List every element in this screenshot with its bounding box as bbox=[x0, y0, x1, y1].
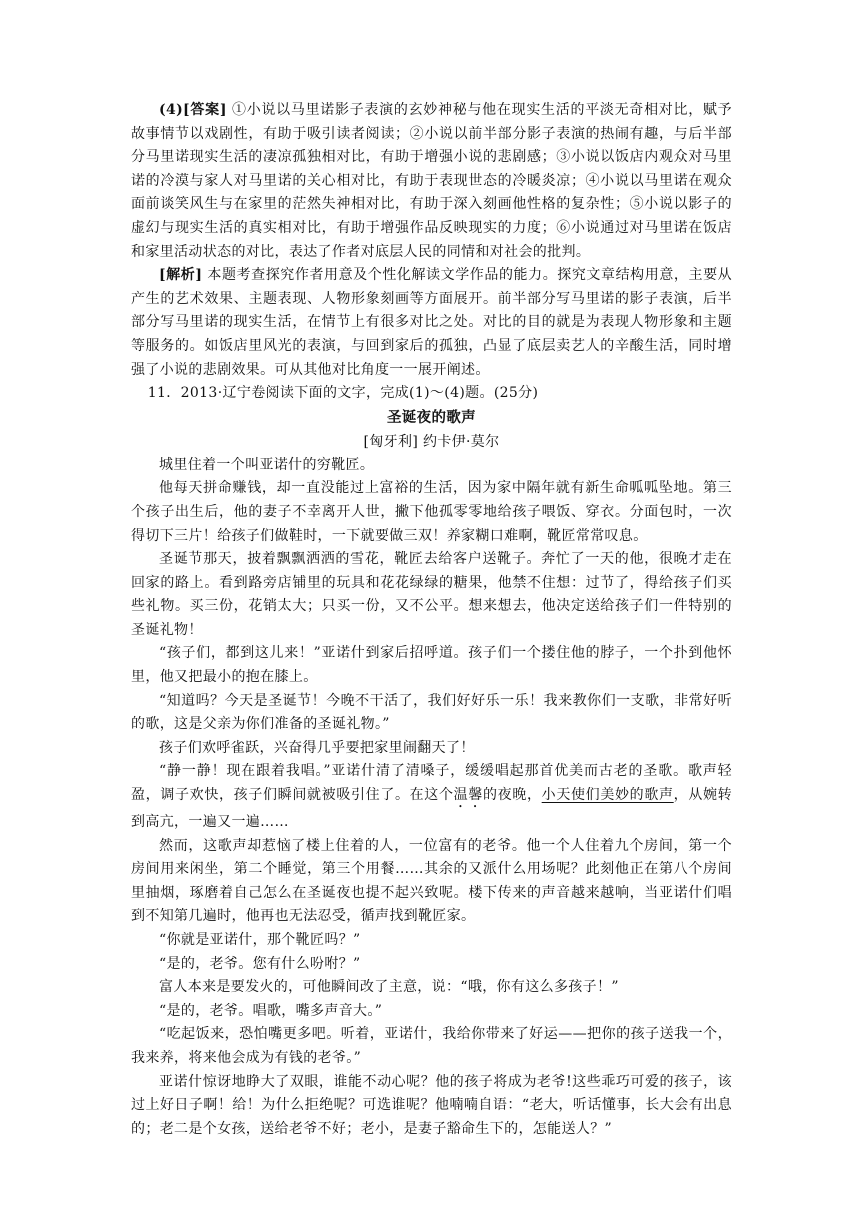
emphasized-word: 温馨 bbox=[453, 787, 483, 804]
analysis-paragraph bbox=[131, 264, 732, 382]
story-paragraph-3: 圣诞节那天，披着飘飘洒洒的雪花，靴匠去给客户送靴子。奔忙了一天的他，很晚才走在回家的路上。看到路旁店铺里的玩具和花花绿绿的糖果，他禁不住想：过节了，得给孩子们买些礼物。买三份，花销太大；只买一份，又不公平。想来想去，他决定送给孩子们一件特别的圣诞礼物！ bbox=[131, 551, 732, 638]
story-author: [匈牙利] 约卡伊·莫尔 bbox=[363, 433, 500, 450]
story-paragraph-5: “知道吗？今天是圣诞节！今晚不干活了，我们好好乐一乐！我来教你们一支歌，非常好听的歌，这是父亲为你们准备的圣诞礼物。” bbox=[131, 692, 732, 733]
p7-text-c: 的夜晚， bbox=[483, 787, 542, 804]
underlined-phrase: 小天使们美妙的歌声 bbox=[541, 787, 674, 804]
p7-text-a: “静一静！现在跟着我唱。”亚诺什清了清嗓子，缓缓唱起那首优美而古老的圣歌。歌声轻盈，调子欢快，孩子们瞬间就被吸引住了。在这个 bbox=[131, 763, 732, 804]
story-paragraph-2: 他每天拼命赚钱，却一直没能过上富裕的生活，因为家中隔年就有新生命呱呱坠地。第三个孩子出生后，他的妻子不幸离开人世，撇下他孤零零地给孩子喂饭、穿衣。分面包时，一次得切下三片！给孩子们做鞋时，一下就要做三双！养家糊口难啊，靴匠常常叹息。 bbox=[131, 480, 732, 544]
story-paragraph-9: “你就是亚诺什，那个靴匠吗？” bbox=[159, 932, 361, 948]
story-paragraph-11: 富人本来是要发火的，可他瞬间改了主意，说：“哦，你有这么多孩子！” bbox=[159, 979, 619, 996]
analysis-label-open: [ bbox=[159, 267, 166, 284]
story-paragraph-4: “孩子们，都到这儿来！”亚诺什到家后招呼道。孩子们一个搂住他的脖子，一个扑到他怀里，他又把最小的抱在膝上。 bbox=[131, 645, 732, 686]
answer-4-text: ①小说以马里诺影子表演的玄妙神秘与他在现实生活的平淡无奇相对比，赋予故事情节以戏剧性，有助于吸引读者阅读；②小说以前半部分影子表演的热闹有趣，与后半部分马里诺现实生活的凄凉孤独相对比，有助于增强小说的悲剧感；③小说以饭店内观众对马里诺的冷漠与家人对马里诺的关心相对比，有助于表现世态的冷暖炎凉；④小说以马里诺在观众面前谈笑风生与在家里的茫然失神相对比，有助于深入刻画他性格的复杂性；⑤小说以影子的虚幻与现实生活的真实相对比，有助于增强作品反映现实的力度；⑥小说通过对马里诺在饭店和家里活动状态的对比，表达了作者对底层人民的同情和对社会的批判。 bbox=[131, 102, 733, 260]
story-title: 圣诞夜的歌声 bbox=[386, 409, 477, 426]
story-paragraph-1: 城里住着一个叫亚诺什的穷靴匠。 bbox=[159, 456, 375, 473]
p7-text-e: ，从婉转到高亢，一遍又一遍…… bbox=[131, 787, 733, 831]
analysis-label-close: ] bbox=[195, 267, 203, 284]
story-paragraph-7 bbox=[131, 760, 732, 834]
answer-label-close: ] bbox=[219, 102, 227, 118]
analysis-label: 解析 bbox=[165, 267, 196, 284]
analysis-text: 本题考查探究作者用意及个性化解读文学作品的能力。探究文章结构用意，主要从产生的艺术效果、主题表现、人物形象刻画等方面展开。前半部分写马里诺的影子表演，后半部分写马里诺的现实生活，在情节上有很多对比之处。对比的目的就是为表现人物形象和主题等服务的。如饭店里风光的表演，与回到家后的孤独，凸显了底层卖艺人的辛酸生活，同时增强了小说的悲剧效果。可从其他对比角度一一展开阐述。 bbox=[131, 267, 732, 378]
story-paragraph-14: 亚诺什惊讶地睁大了双眼，谁能不动心呢？他的孩子将成为老爷!这些乖巧可爱的孩子，该过上好日子啊！给！为什么拒绝呢？可选谁呢？他喃喃自语：“老大，听话懂事，长大会有出息的；老二是个女孩，送给老爷不好；老小，是妻子豁命生下的，怎能送人？” bbox=[131, 1073, 732, 1137]
question-11: 11．2013·辽宁卷阅读下面的文字，完成(1)～(4)题。(25分) bbox=[147, 385, 539, 402]
story-paragraph-8: 然而，这歌声却惹恼了楼上住着的人，一位富有的老爷。他一个人住着九个房间，第一个房间用来闲坐，第二个睡觉，第三个用餐……其余的又派什么用场呢？此刻他正在第八个房间里抽烟，琢磨着自己怎么在圣诞夜也提不起兴致呢。楼下传来的声音越来越响，当亚诺什们唱到不知第几遍时，他再也无法忍受，循声找到靴匠家。 bbox=[131, 837, 732, 925]
story-paragraph-6: 孩子们欢呼雀跃，兴奋得几乎要把家里闹翻天了！ bbox=[159, 739, 475, 756]
story-paragraph-13: “吃起饭来，恐怕嘴更多吧。听着，亚诺什，我给你带来了好运——把你的孩子送我一个，我来养，将来他会成为有钱的老爷。” bbox=[131, 1026, 732, 1066]
story-paragraph-10: “是的，老爷。您有什么吩咐？” bbox=[159, 955, 361, 972]
answer-4-paragraph bbox=[131, 99, 732, 264]
answer-label: 答案 bbox=[190, 102, 220, 118]
story-paragraph-12: “是的，老爷。唱歌，嘴多声音大。” bbox=[159, 1002, 383, 1019]
answer-label-open: (4)[ bbox=[159, 102, 191, 118]
